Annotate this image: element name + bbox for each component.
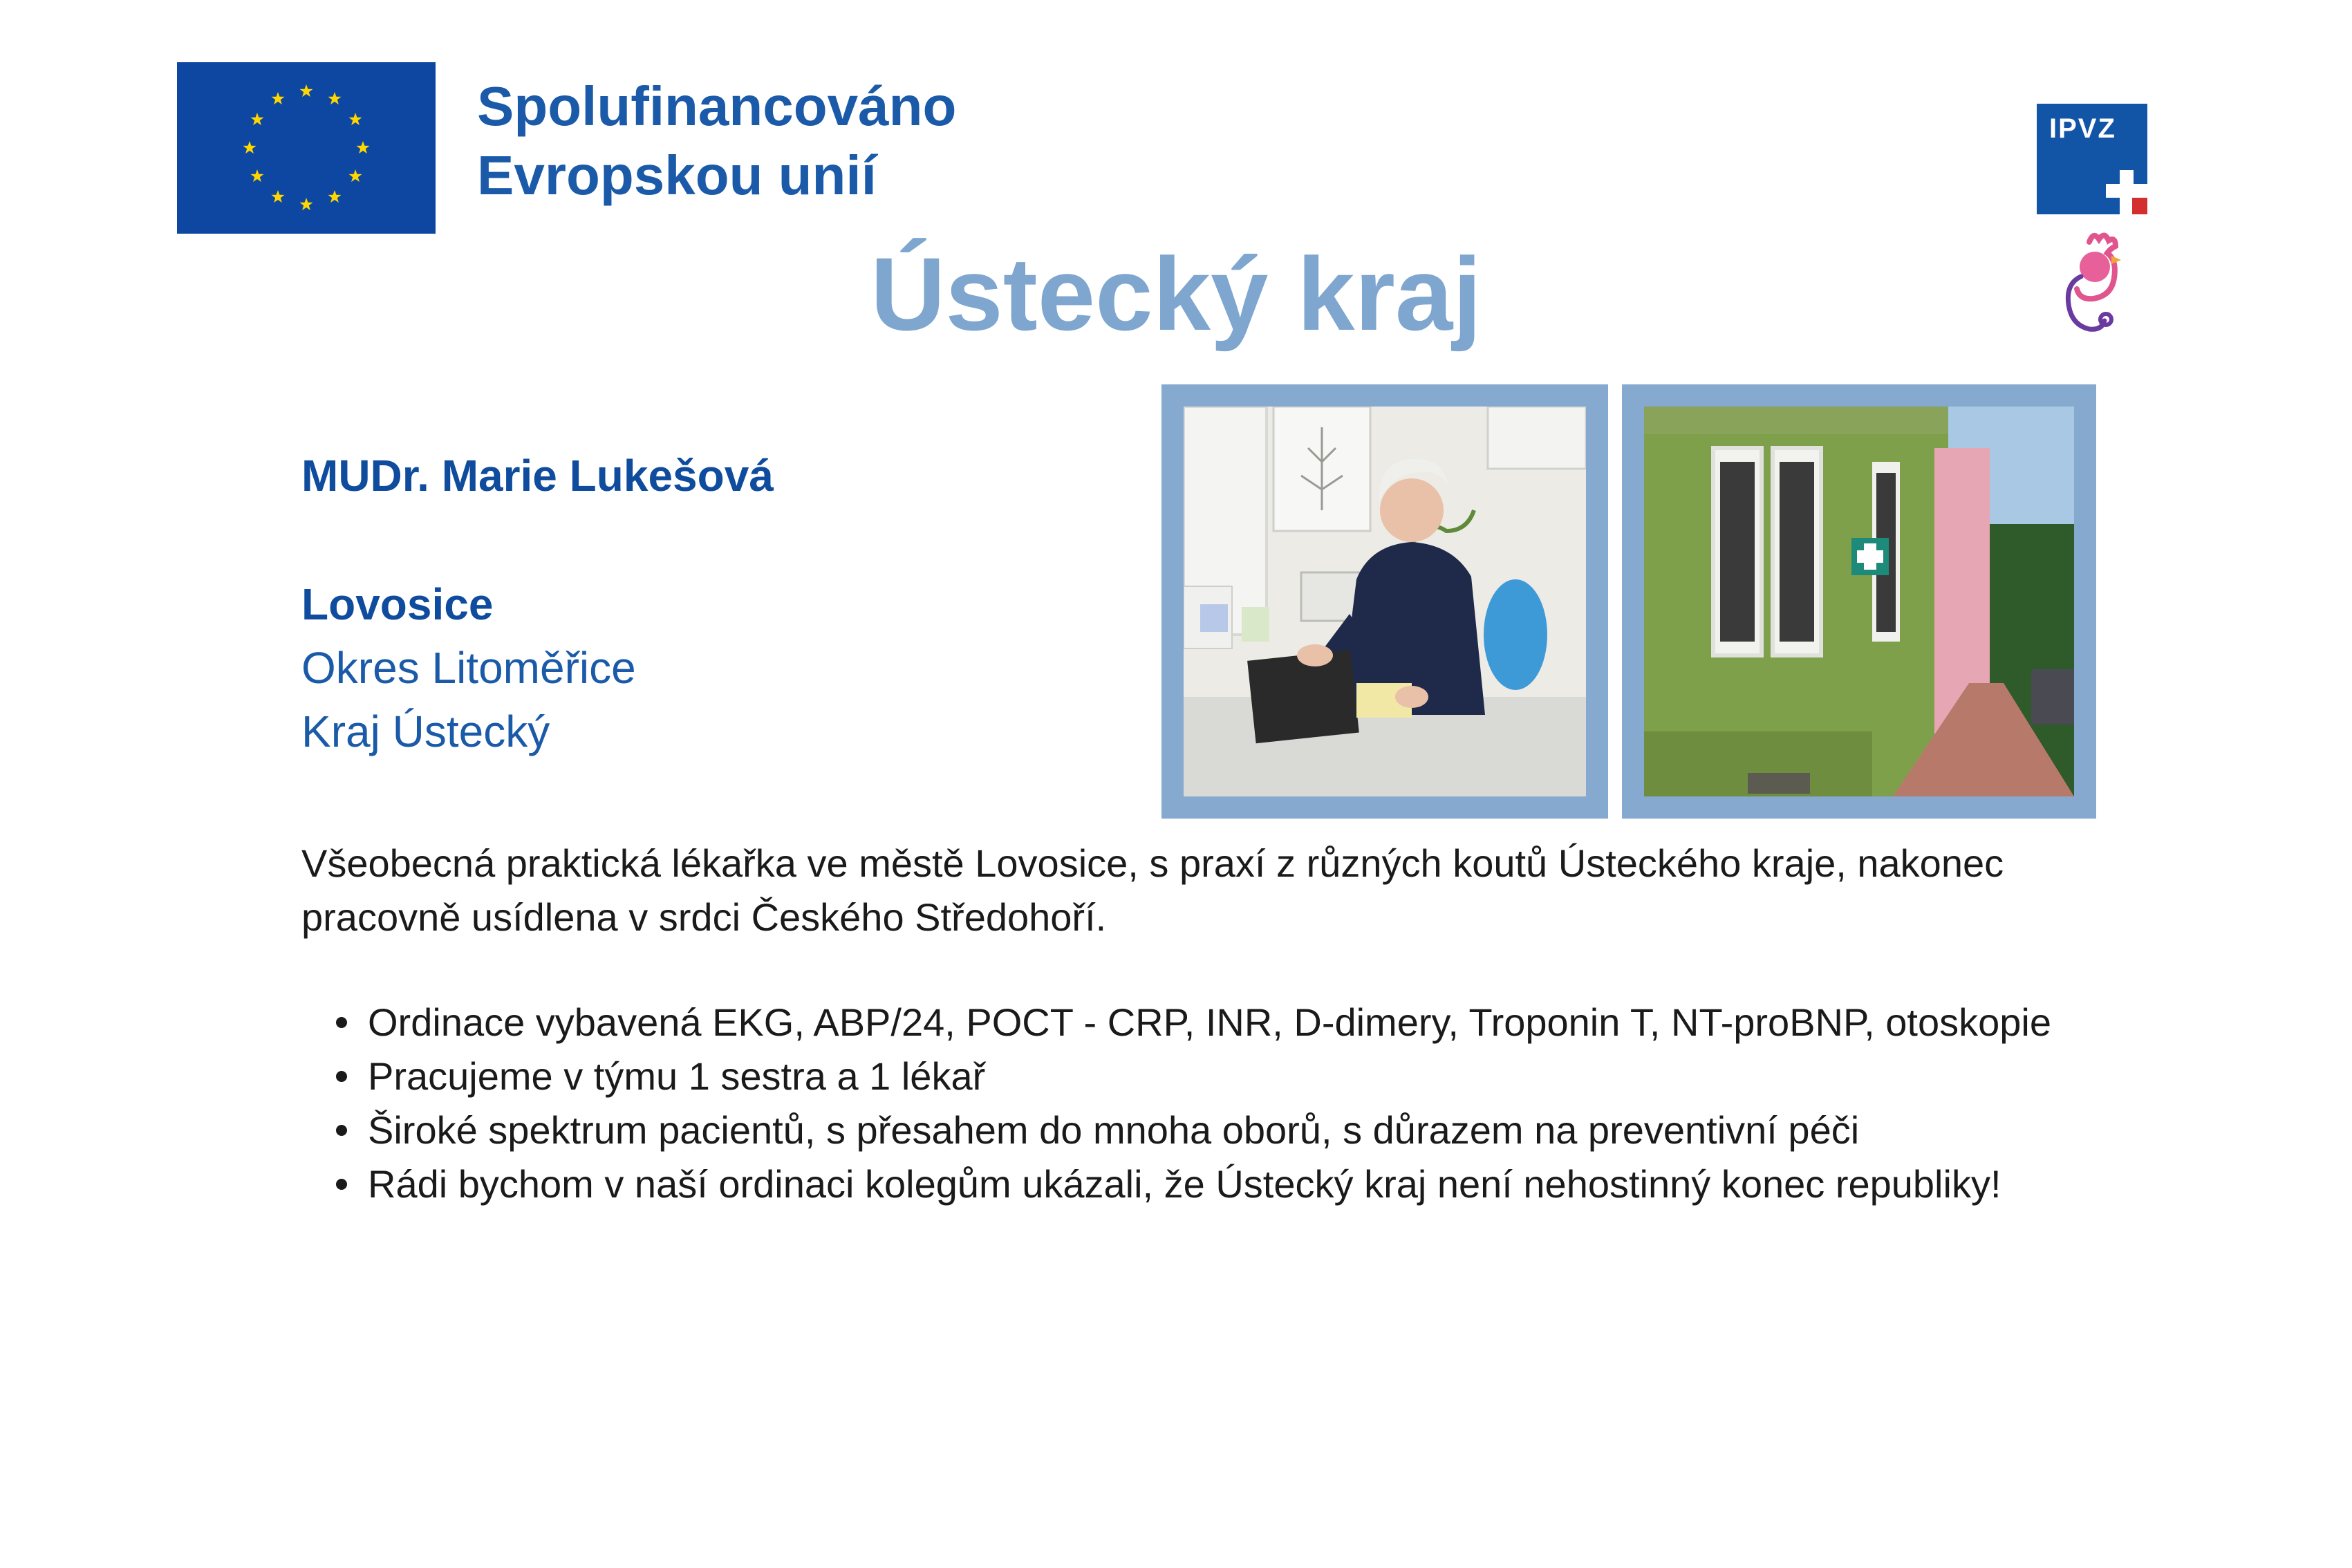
doctor-name: MUDr. Marie Lukešová: [301, 451, 774, 501]
list-item: [301, 1103, 2113, 1157]
list-item-text: Ordinace vybavená EKG, ABP/24, POCT - CRP, INR, D-dimery, Troponin T, NT-proBNP, otoskopie: [368, 1000, 2051, 1044]
page-title: Ústecký kraj: [870, 236, 1482, 352]
eu-line-2: Evropskou unií: [477, 144, 877, 206]
list-item: [301, 1157, 2113, 1211]
bullet-icon: [336, 1071, 347, 1082]
building-photo: [1622, 384, 2096, 819]
list-item-text: Pracujeme v týmu 1 sestra a 1 lékař: [368, 1054, 986, 1098]
list-item: [301, 996, 2113, 1049]
clinic-building-image: [1644, 407, 2074, 796]
ipvz-label: IPVZ: [2049, 113, 2116, 144]
doctor-at-desk-image: [1184, 407, 1586, 796]
city-name: Lovosice: [301, 579, 494, 629]
plus-cross-icon: [2106, 170, 2147, 214]
feature-list: [301, 996, 2113, 1211]
practice-description: Všeobecná praktická lékařka ve městě Lovosice, s praxí z různých koutů Ústeckého kraje, nakonec pracovně usídlena v srdci Českého Středohoří.: [301, 841, 2004, 939]
list-item: [301, 1049, 2113, 1103]
region-name: Kraj Ústecký: [301, 707, 550, 756]
bullet-icon: [336, 1017, 347, 1028]
doctor-photo: [1161, 384, 1608, 819]
eu-flag-logo: [177, 62, 436, 234]
list-item-text: Rádi bychom v naší ordinaci kolegům ukázali, že Ústecký kraj není nehostinný konec republiky!: [368, 1162, 2001, 1206]
list-item-text: Široké spektrum pacientů, s přesahem do mnoha oborů, s důrazem na preventivní péči: [368, 1108, 1860, 1152]
bullet-icon: [336, 1179, 347, 1190]
eu-flag-icon: [177, 62, 436, 234]
district-name: Okres Litoměřice: [301, 643, 636, 693]
eu-line-1: Spolufinancováno: [477, 75, 957, 137]
ipvz-logo: [2037, 104, 2147, 214]
eu-cofinancing-text: [477, 72, 956, 210]
bullet-icon: [336, 1125, 347, 1136]
